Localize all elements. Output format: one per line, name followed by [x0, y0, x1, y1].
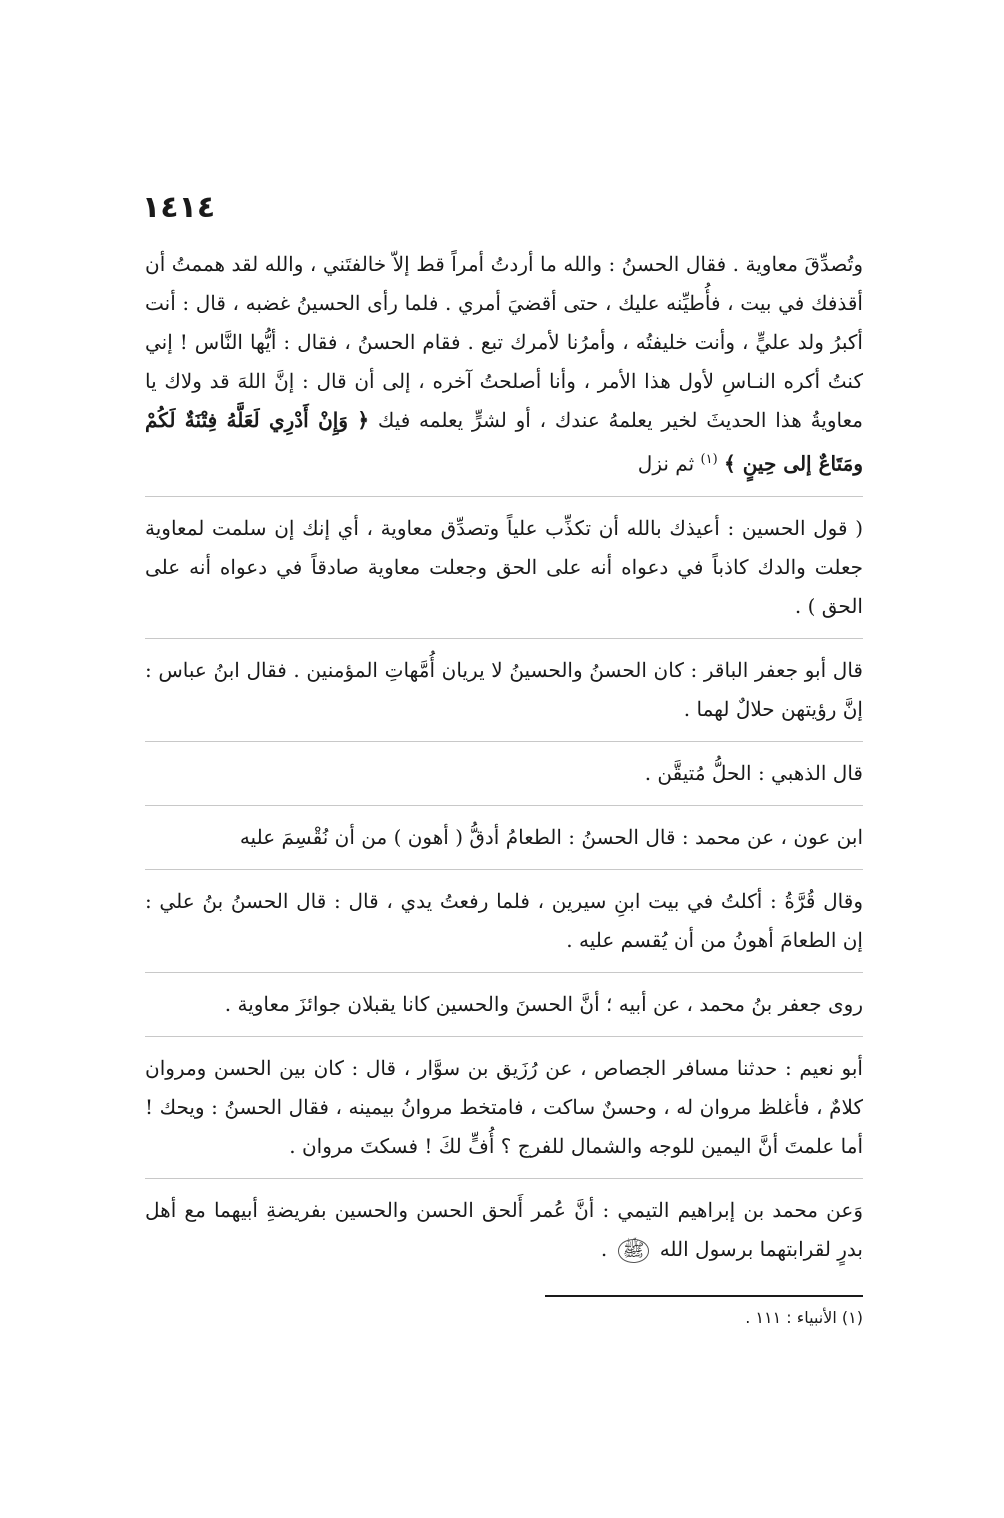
- body-text: [145, 245, 863, 1269]
- paragraph-7: روى جعفر بنُ محمد ، عن أبيه ؛ أنَّ الحسنَ والحسين كانا يقبلان جوائزَ معاوية .: [145, 972, 863, 1024]
- paragraph-1: [145, 245, 863, 484]
- paragraph-9: [145, 1178, 863, 1269]
- paragraph-5: ابن عون ، عن محمد : قال الحسنُ : الطعامُ أدقُّ ( أهون ) من أن نُقْسِمَ عليه: [145, 805, 863, 857]
- quran-verse: ﴿ وَإِنْ أَدْرِي لَعَلَّهُ فِتْنَةٌ لَكُمْ ومَتَاعٌ إلى حِينٍ ﴾: [145, 408, 863, 476]
- paragraph-8: أبو نعيم : حدثنا مسافر الجصاص ، عن رُزَيق بن سوَّار ، قال : كان بين الحسن ومروان كلامٌ ، فأغلظ مروان له ، وحسنٌ ساكت ، فامتخط مروانُ بيمينه ، فقال الحسنُ : ويحك ! أما علمتَ أنَّ اليمين للوجه والشمال للفرج ؟ أُفٍّ لكَ ! فسكتَ مروان .: [145, 1036, 863, 1166]
- paragraph-text-end: ثم نزل: [637, 451, 695, 476]
- paragraph-4: قال الذهبي : الحلُّ مُتيقَّن .: [145, 741, 863, 793]
- footnote-reference[interactable]: (١): [700, 452, 718, 467]
- paragraph-text-end: .: [600, 1236, 608, 1261]
- paragraph-text: وَعن محمد بن إبراهيم التيمي : أنَّ عُمر أَلحق الحسن والحسين بفريضةِ أبيهما مع أهل بدرٍ لقرابتهما برسول الله: [145, 1197, 863, 1261]
- salawat-ligature-icon: ﷺ: [618, 1239, 650, 1263]
- page-number: ١٤١٤: [142, 190, 216, 225]
- paragraph-6: وقال قُرَّةُ : أكلتُ في بيت ابنِ سيرين ، فلما رفعتُ يدي ، قال : قال الحسنُ بنُ علي : إن الطعامَ أهونُ من أن يُقسم عليه .: [145, 869, 863, 960]
- paragraph-3: قال أبو جعفر الباقر : كان الحسنُ والحسينُ لا يريان أُمَّهاتِ المؤمنين . فقال ابنُ عباس : إنَّ رؤيتهن حلالٌ لهما .: [145, 638, 863, 729]
- footnote-divider: [545, 1295, 863, 1297]
- footnote: (١) الأنبياء : ١١١ .: [745, 1308, 863, 1327]
- paragraph-text: وتُصدِّقَ معاوية . فقال الحسنُ : والله ما أردتُ أمراً قط إلاّ خالفتَني ، والله لقد هممتُ أن أقذفك في بيت ، فأُطيِّنه عليك ، حتى أقضيَ أمري . فلما رأى الحسينُ غضبه ، قال : أنت أكبرُ ولد عليٍّ ، وأنت خليفتُه ، وأمرُنا لأمرك تبع . فقام الحسنُ ، فقال : أيُّها النَّاس ! إني كنتُ أكره النـاسِ لأول هذا الأمر ، وأنا أصلحتُ آخره ، إلى أن قال : إنَّ اللهَ قد ولاك يا معاويةُ هذا الحديثَ لخير يعلمهُ عندك ، أو لشرٍّ يعلمه فيك: [145, 252, 863, 432]
- paragraph-2: ( قول الحسين : أعيذك بالله أن تكذِّب علياً وتصدِّق معاوية ، أي إنك إن سلمت لمعاوية جعلت والدك كاذباً في دعواه أنه على الحق وجعلت معاوية صادقاً في دعواه أنه على الحق ) .: [145, 496, 863, 626]
